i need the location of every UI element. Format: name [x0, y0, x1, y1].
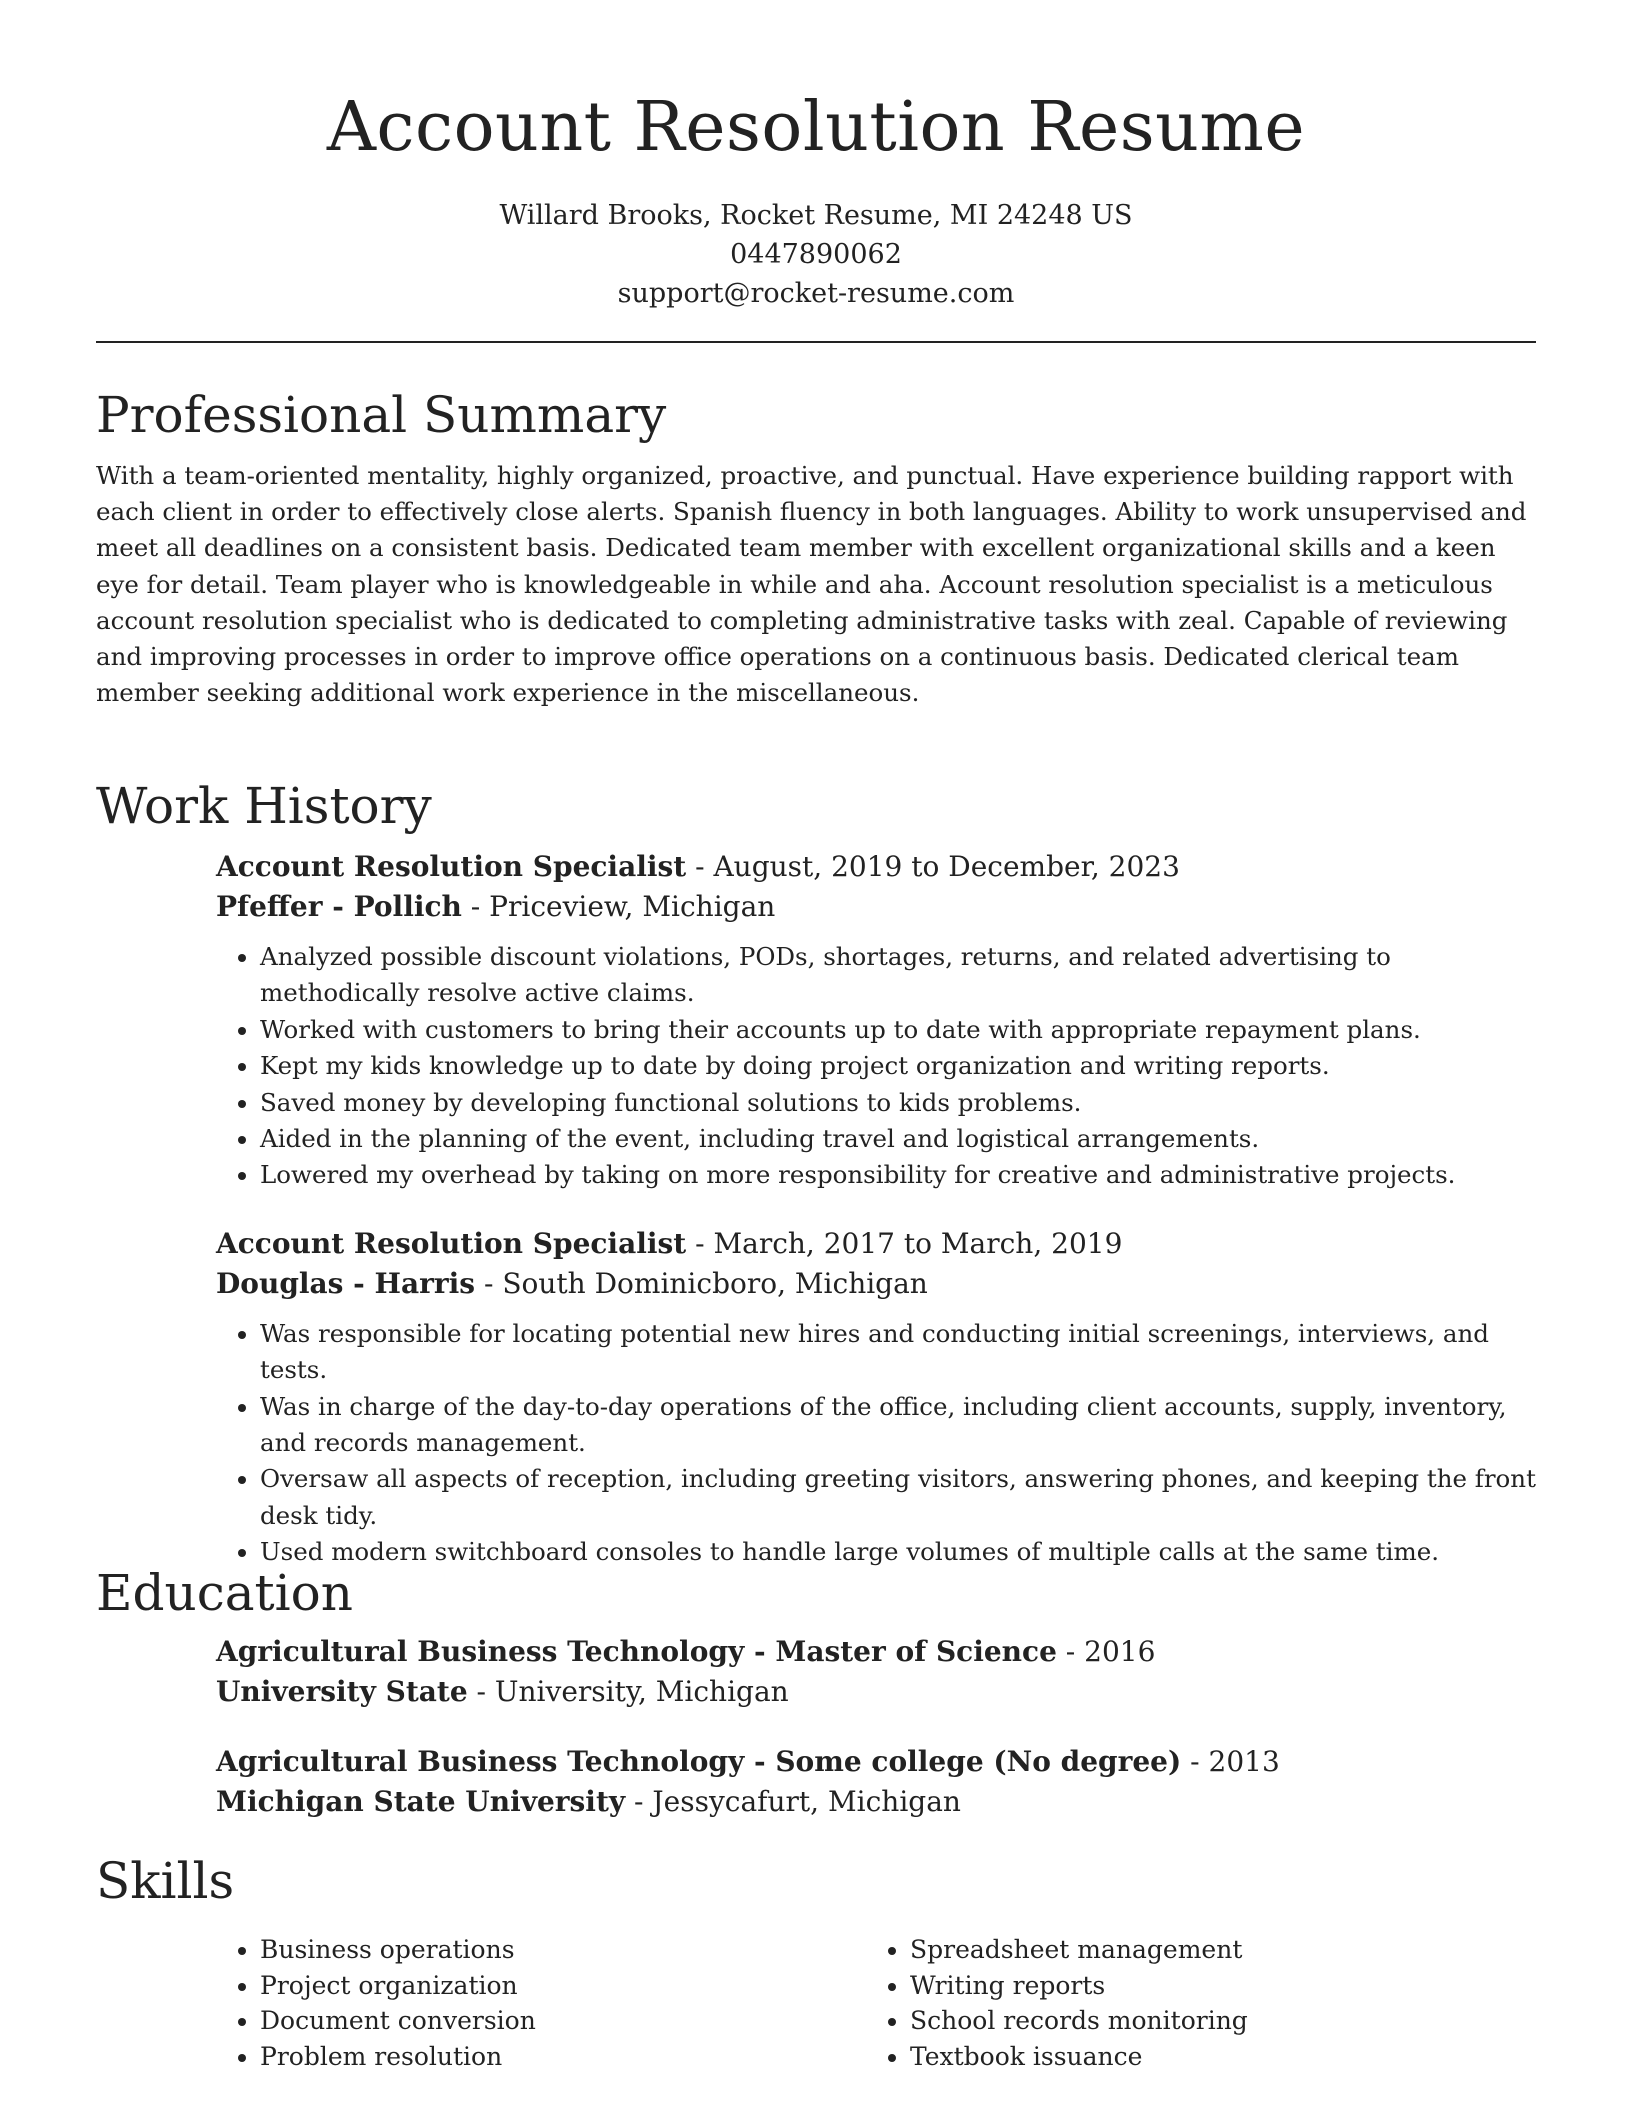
list-item: • Project organization — [260, 1968, 866, 2004]
contact-block — [0, 196, 1632, 313]
list-item: • Textbook issuance — [910, 2039, 1516, 2075]
education-location: - University, Michigan — [467, 1675, 789, 1708]
summary-section — [96, 382, 1536, 711]
job-title: Account Resolution Specialist — [216, 850, 687, 883]
education-degree: - Some college (No degree) — [744, 1745, 1182, 1778]
resume-title: Account Resolution Resume — [326, 88, 1306, 167]
job-bullets — [216, 939, 1536, 1194]
list-item: • Problem resolution — [260, 2039, 866, 2075]
list-item: • Used modern switchboard consoles to handle large volumes of multiple calls at the same time. — [260, 1534, 1536, 1570]
job-entry — [216, 1224, 1536, 1571]
list-item: • Document conversion — [260, 2003, 866, 2039]
address-line: Willard Brooks, Rocket Resume, MI 24248 US — [499, 200, 1133, 231]
work-history-heading: Work History — [96, 777, 432, 835]
job-title: Account Resolution Specialist — [216, 1226, 687, 1260]
email-address: support@rocket-resume.com — [617, 278, 1015, 309]
education-degree-line — [216, 1632, 1536, 1672]
list-item: • Analyzed possible discount violations, PODs, shortages, returns, and related advertising to methodically resolve active claims. — [260, 939, 1536, 1012]
job-location: - Priceview, Michigan — [461, 890, 776, 923]
resume-header — [0, 0, 1632, 313]
job-location: - South Dominicboro, Michigan — [475, 1266, 928, 1300]
education-school: University State — [216, 1675, 468, 1708]
list-item: • Oversaw all aspects of reception, including greeting visitors, answering phones, and keeping the front desk tidy. — [260, 1461, 1536, 1534]
education-entry — [216, 1632, 1536, 1712]
list-item: • Aided in the planning of the event, including travel and logistical arrangements. — [260, 1121, 1536, 1157]
education-year: - 2016 — [1056, 1635, 1156, 1668]
summary-text: With a team-oriented mentality, highly organized, proactive, and punctual. Have experience building rapport with each client in order to effectively close alerts. Spanish fluency in both languages. Ability to work unsupervised and meet all deadlines on a consistent basis. Dedicated team member with excellent organizational skills and a keen eye for detail. Team player who is knowledgeable in while and aha. Account resolution specialist is a meticulous account resolution specialist who is dedicated to completing administrative tasks with zeal. Capable of reviewing and improving processes in order to improve office operations on a continuous basis. Dedicated clerical team member seeking additional work experience in the miscellaneous. — [96, 461, 1527, 708]
education-year: - 2013 — [1181, 1745, 1280, 1778]
list-item: • Lowered my overhead by taking on more responsibility for creative and administrative projects. — [260, 1157, 1536, 1193]
education-field: Agricultural Business Technology — [216, 1635, 745, 1668]
list-item: • Was responsible for locating potential new hires and conducting initial screenings, interviews, and tests. — [260, 1316, 1536, 1389]
work-history-section — [96, 773, 1536, 1601]
education-school-line — [216, 1782, 1536, 1822]
skills-column-left — [216, 1932, 866, 2074]
list-item: • Was in charge of the day-to-day operations of the office, including client accounts, supply, inventory, and records management. — [260, 1389, 1536, 1462]
education-location: - Jessycafurt, Michigan — [625, 1785, 961, 1818]
education-degree: - Master of Science — [744, 1635, 1057, 1668]
skills-heading: Skills — [96, 1852, 235, 1910]
summary-heading: Professional Summary — [96, 386, 667, 444]
skills-list — [866, 1932, 1516, 2074]
job-dates: - August, 2019 to December, 2023 — [686, 850, 1180, 883]
job-bullets — [216, 1316, 1536, 1571]
list-item: • Spreadsheet management — [910, 1932, 1516, 1968]
job-entry — [216, 847, 1536, 1194]
header-divider — [96, 341, 1536, 343]
skills-section — [96, 1848, 1536, 2074]
list-item: • Saved money by developing functional solutions to kids problems. — [260, 1085, 1536, 1121]
skills-grid — [216, 1932, 1536, 2074]
list-item: • School records monitoring — [910, 2003, 1516, 2039]
skills-list — [216, 1932, 866, 2074]
job-dates: - March, 2017 to March, 2019 — [686, 1226, 1123, 1260]
job-title-line — [216, 847, 1536, 887]
job-title-line — [216, 1224, 1536, 1264]
list-item: • Kept my kids knowledge up to date by doing project organization and writing reports. — [260, 1048, 1536, 1084]
list-item: • Writing reports — [910, 1968, 1516, 2004]
education-school: Michigan State University — [216, 1785, 626, 1818]
education-field: Agricultural Business Technology — [216, 1745, 745, 1778]
job-company: Douglas - Harris — [216, 1266, 476, 1300]
education-entry — [216, 1742, 1536, 1822]
education-degree-line — [216, 1742, 1536, 1782]
list-item: • Worked with customers to bring their accounts up to date with appropriate repayment plans. — [260, 1012, 1536, 1048]
job-company-line — [216, 1264, 1536, 1304]
education-heading: Education — [96, 1564, 353, 1622]
job-company-line — [216, 887, 1536, 927]
education-school-line — [216, 1672, 1536, 1712]
skills-column-right — [866, 1932, 1516, 2074]
education-section — [96, 1560, 1536, 1852]
job-company: Pfeffer - Pollich — [216, 890, 462, 923]
phone-number: 0447890062 — [730, 239, 902, 270]
list-item: • Business operations — [260, 1932, 866, 1968]
